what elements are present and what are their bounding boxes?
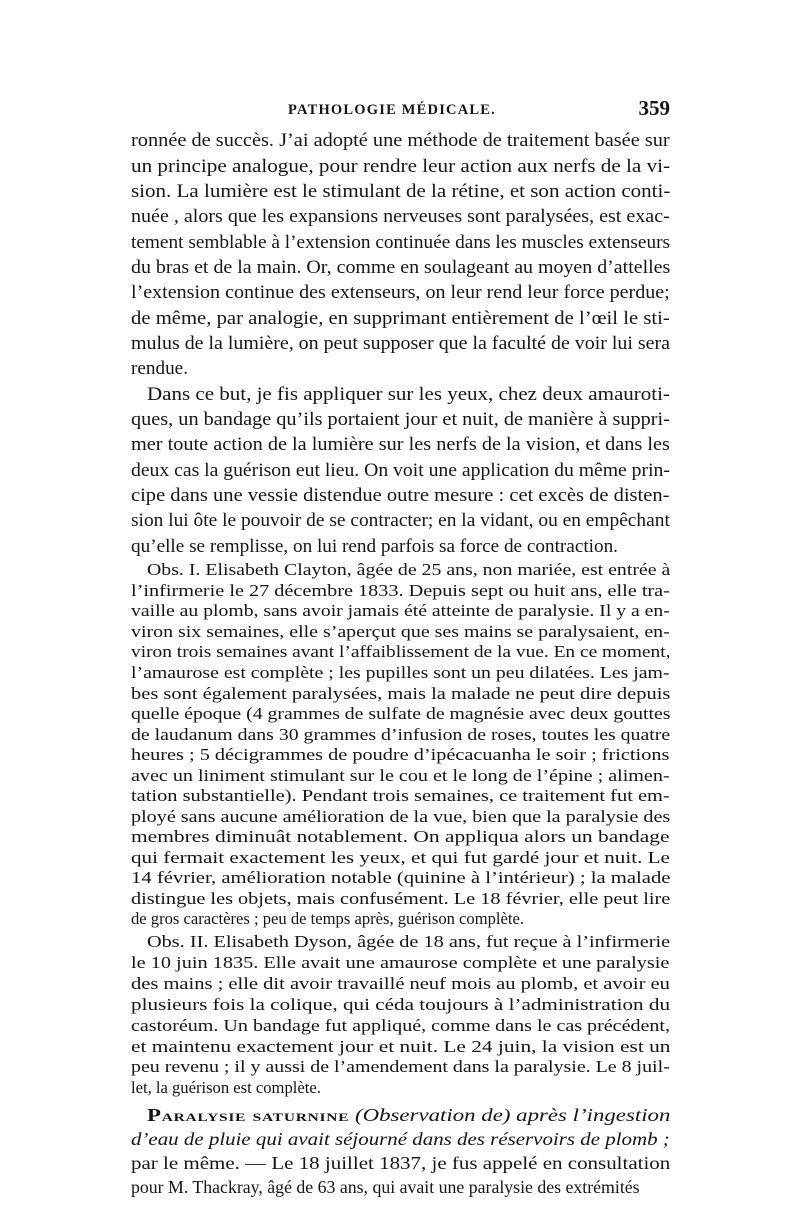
text-line: de gros caractères ; peu de temps après, guérison complète.: [131, 909, 525, 928]
text-line: peu revenu ; il y aussi de l’amendement dans la paralysie. Le 8 juil-: [131, 1057, 670, 1076]
text-line: Dans ce but, je fis appliquer sur les yeux, chez deux amauroti-: [147, 384, 670, 405]
text-line: qui fermait exactement les yeux, et qui fut gardé jour et nuit. Le: [131, 848, 670, 867]
text-line: 14 février, amélioration notable (quinine à l’intérieur) ; la malade: [131, 868, 671, 887]
text-line: castoréum. Un bandage fut appliqué, comme dans le cas précédent,: [131, 1016, 671, 1035]
text-line: par le même. — Le 18 juillet 1837, je fus appelé en consultation: [131, 1153, 671, 1173]
text-line: de même, par analogie, en supprimant entièrement de l’œil le sti-: [131, 308, 670, 329]
text-line: le 10 juin 1835. Elle avait une amaurose complète et une paralysie: [131, 953, 670, 972]
text-line: vaille au plomb, sans avoir jamais été atteinte de paralysie. Il y a en-: [131, 601, 670, 620]
text-line: ques, un bandage qu’ils portaient jour et nuit, de manière à suppri-: [131, 409, 670, 430]
text-line: cipe dans une vessie distendue outre mesure : cet excès de disten-: [131, 485, 670, 506]
text-line: sion. La lumière est le stimulant de la rétine, et son action conti-: [131, 181, 671, 202]
text-line: viron trois semaines avant l’affaiblissement de la vue. En ce moment,: [131, 642, 671, 661]
text-line: tement semblable à l’extension continuée dans les muscles extenseurs: [131, 232, 671, 253]
text-line: ployé sans aucune amélioration de la vue, bien que la paralysie des: [131, 807, 671, 826]
text-line: membres diminuât notablement. On appliqua alors un bandage: [131, 827, 670, 846]
text-line: de laudanum dans 30 grammes d’infusion de roses, toutes les quatre: [131, 725, 671, 744]
text-line: Obs. II. Elisabeth Dyson, âgée de 18 ans, fut reçue à l’infirmerie: [147, 932, 671, 951]
text-line: sion lui ôte le pouvoir de se contracter; en la vidant, ou en empêchant: [131, 510, 670, 531]
text-line: rendue.: [131, 358, 189, 379]
text-line: des mains ; elle dit avoir travaillé neuf mois au plomb, et avoir eu: [131, 974, 670, 993]
text-line: mulus de la lumière, on peut supposer que la faculté de voir lui sera: [131, 333, 670, 354]
text-line: nuée , alors que les expansions nerveuses sont paralysées, est exac-: [131, 206, 670, 227]
text-line: quelle époque (4 grammes de sulfate de magnésie avec deux gouttes: [131, 704, 671, 723]
text-line: l’infirmerie le 27 décembre 1833. Depuis sept ou huit ans, elle tra-: [131, 581, 670, 600]
text-line: d’eau de pluie qui avait séjourné dans des réservoirs de plomb ;: [131, 1129, 670, 1149]
text-line: du bras et de la main. Or, comme en soulageant au moyen d’attelles: [131, 257, 671, 278]
text-line: Obs. I. Elisabeth Clayton, âgée de 25 ans, non mariée, est entrée à: [147, 560, 671, 579]
text-line: mer toute action de la lumière sur les nerfs de la vision, et dans les: [131, 434, 670, 455]
text-line: ronnée de succès. J’ai adopté une méthode de traitement basée sur: [131, 130, 670, 151]
page-number: 359: [638, 96, 670, 120]
text-line: viron six semaines, elle s’aperçut que ses mains se paralysaient, en-: [131, 622, 670, 641]
text-line: deux cas la guérison eut lieu. On voit une application du même prin-: [131, 460, 670, 481]
text-line: avec un liniment stimulant sur le cou et le long de l’épine ; alimen-: [131, 766, 670, 785]
text-line: un principe analogue, pour rendre leur action aux nerfs de la vi-: [131, 156, 671, 177]
text-line: tation substantielle). Pendant trois semaines, ce traitement fut em-: [131, 786, 670, 805]
running-title: PATHOLOGIE MÉDICALE.: [288, 102, 496, 118]
text-line: qu’elle se remplisse, on lui rend parfois sa force de contraction.: [131, 536, 618, 557]
text-line: l’extension continue des extenseurs, on leur rend leur force perdue;: [131, 282, 670, 303]
heading-italic-text: (Observation de) après l’ingestion: [349, 1105, 671, 1125]
text-line: bes sont également paralysées, mais la malade ne peut dire depuis: [131, 684, 671, 703]
text-line: l’amaurose est complète ; les pupilles sont un peu dilatées. Les jam-: [131, 663, 670, 682]
text-line: pour M. Thackray, âgé de 63 ans, qui avait une paralysie des extrémités: [131, 1177, 640, 1197]
text-line: et maintenu exactement jour et nuit. Le 24 juin, la vision est un: [131, 1037, 671, 1056]
text-line: plusieurs fois la colique, qui céda toujours à l’administration du: [131, 995, 671, 1014]
text-line: let, la guérison est complète.: [131, 1078, 321, 1097]
text-line: distingue les objets, mais confusément. Le 18 février, elle peut lire: [131, 889, 671, 908]
text-line: [147, 1107, 670, 1125]
running-head: [132, 96, 670, 126]
text-line: heures ; 5 décigrammes de poudre d’ipécacuanha le soir ; frictions: [131, 745, 670, 764]
section-heading: Paralysie saturnine: [147, 1105, 350, 1125]
